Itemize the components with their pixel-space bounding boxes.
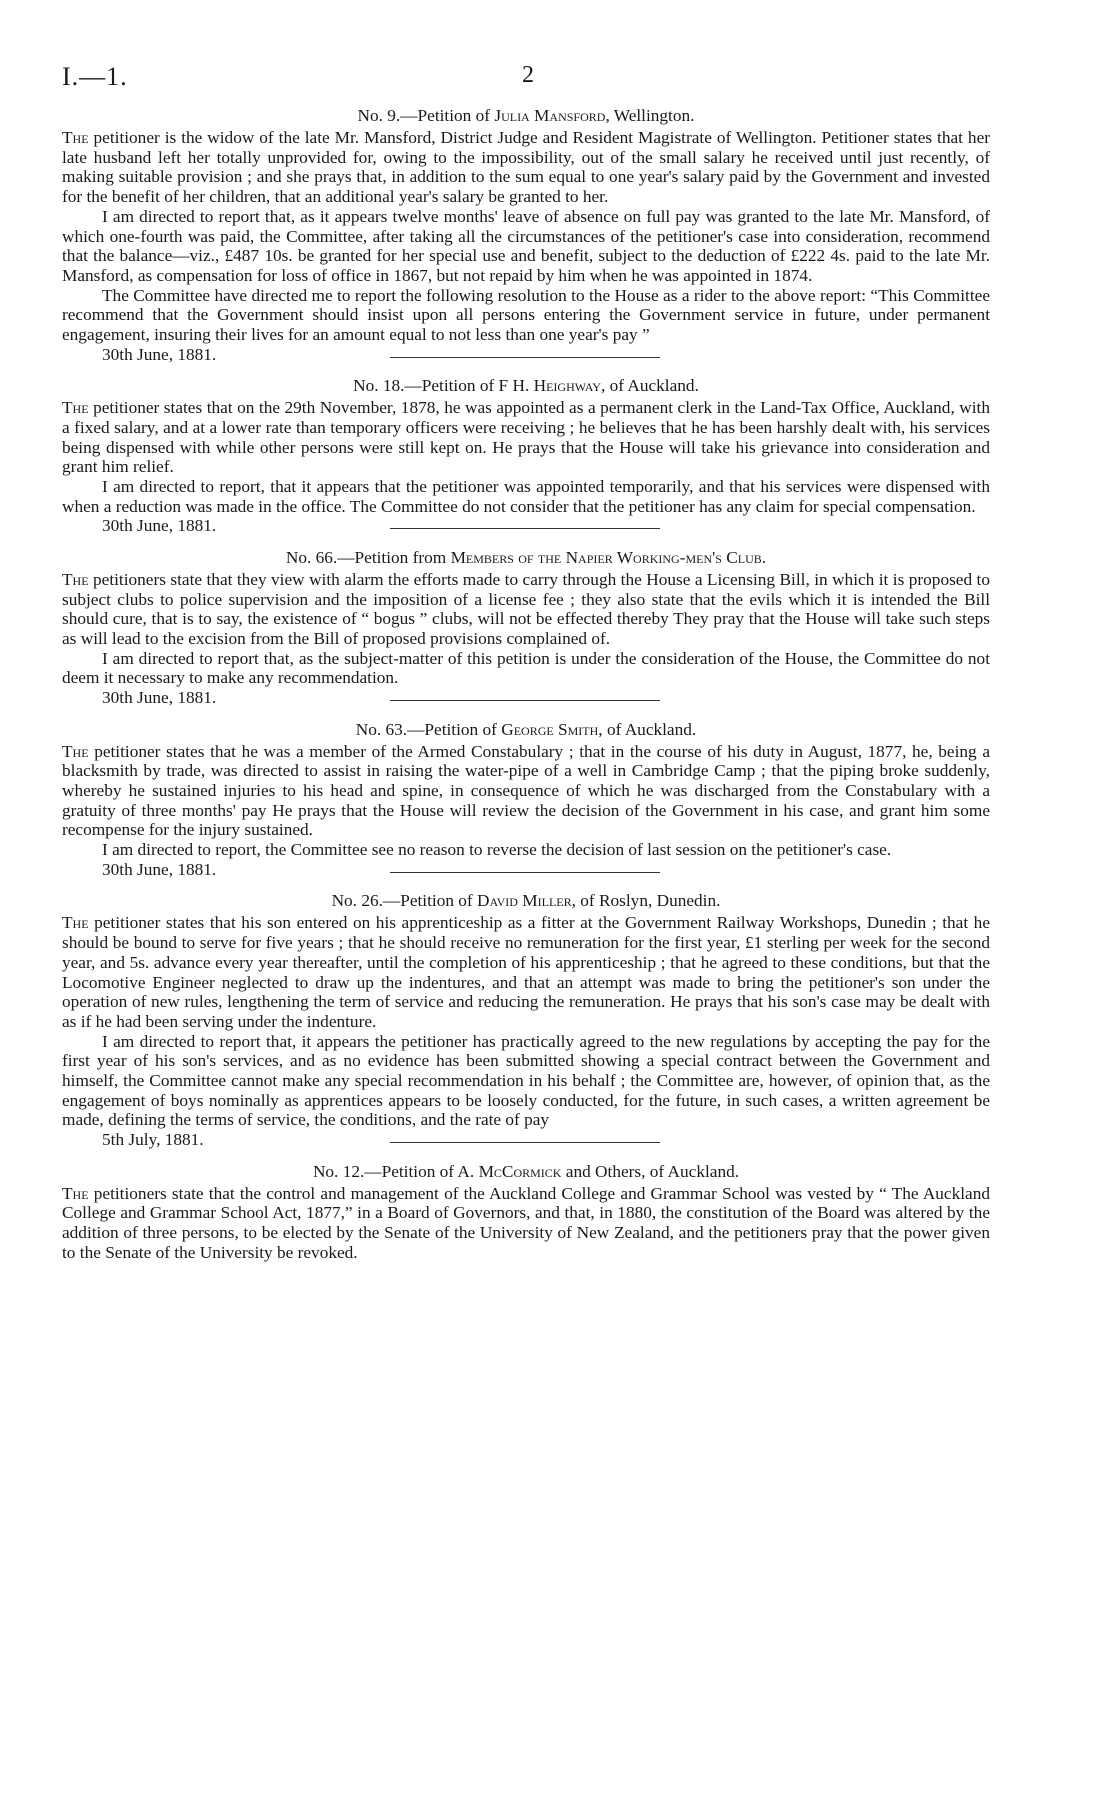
committee-report: I am directed to report that, it appears the petitioner has practically agreed to the new regulations by accepting the pay for the first year of his son's services, and as no evidence has been submitted showing a special contract between the Government and himself, the Committee cannot make any special recommendation in his behalf ; the Committee are, however, of opinion that, as the engagement of boys nominally as apprentices appears to be loosely conducted, for the future, in such cases, a written agreement be made, defining the terms of service, the conditions, and the rate of pay: [62, 1031, 990, 1130]
report-date: 30th June, 1881.: [62, 345, 990, 365]
petition-section: [62, 1162, 990, 1263]
petitioner-name: McCormick: [478, 1161, 562, 1181]
section-divider: [390, 357, 660, 358]
page-number: 2: [522, 62, 534, 88]
section-divider: [390, 528, 660, 529]
petition-statement: The petitioner states that on the 29th November, 1878, he was appointed as a permanent clerk in the Land-Tax Office, Auckland, with a fixed salary, and at a lower rate than temporary officers were receiving ; he believes that he has been harshly dealt with, his services being dispensed with while other persons were still kept on. He prays that the House will take his grievance into consideration and grant him relief.: [62, 398, 990, 477]
document-body: [62, 106, 990, 1262]
committee-report: I am directed to report, the Committee see no reason to reverse the decision of last session on the petitioner's case.: [102, 840, 892, 860]
petition-title: No. 66.—Petition from Members of the Napier Working-men's Club.: [285, 547, 767, 567]
petition-statement: The petitioners state that they view with alarm the efforts made to carry through the House a Licensing Bill, in which it is proposed to subject clubs to police supervision and the imposition of a license fee ; they also state that the evils which it is intended the Bill should cure, that is to say, the existence of “ bogus ” clubs, will not be effected thereby They pray that the House will take such steps as will lead to the excision from the Bill of proposed provisions complained of.: [62, 569, 990, 649]
petitioner-name: F H. Heighway: [498, 376, 601, 396]
document-reference: I.—1.: [62, 62, 128, 91]
petition-title: No. 26.—Petition of David Miller, of Roslyn, Dunedin.: [331, 891, 721, 911]
petition-title: No. 12.—Petition of A. McCormick and Others, of Auckland.: [312, 1161, 740, 1181]
petition-title: No. 9.—Petition of Julia Mansford, Wellington.: [357, 106, 695, 125]
petition-statement: The petitioner is the widow of the late Mr. Mansford, District Judge and Resident Magistrate of Wellington. Petitioner states that her late husband left her totally unprovided for, owing to the impossibility, out of the small salary he received until just recently, of making suitable provision ; and she prays that, in addition to the sum equal to one year's salary paid by the Government and invested for the benefit of her children, that an additional year's salary be granted to her.: [62, 128, 990, 207]
report-date: 30th June, 1881.: [62, 688, 990, 708]
section-divider: [390, 700, 660, 701]
petition-section: [62, 548, 990, 708]
petitioner-name: David Miller: [477, 891, 572, 911]
petition-title: No. 18.—Petition of F H. Heighway, of Auckland.: [353, 376, 699, 396]
report-date: 30th June, 1881.: [62, 860, 990, 880]
petitioner-name: Julia Mansford: [494, 106, 606, 125]
petition-section: [62, 891, 990, 1149]
petition-statement: The petitioners state that the control and management of the Auckland College and Grammar School was vested by “ The Auckland College and Grammar School Act, 1877,” in a Board of Governors, and that, in 1880, the constitution of the Board was altered by the addition of three persons, to be elected by the Senate of the University of New Zealand, and the petitioners pray that the power given to the Senate of the University be revoked.: [62, 1183, 990, 1262]
committee-report: I am directed to report that, as the subject-matter of this petition is under the consideration of the House, the Committee do not deem it necessary to make any recommendation.: [62, 648, 990, 688]
committee-rider: The Committee have directed me to report the following resolution to the House as a rider to the above report: “This Committee recommend that the Government should insist upon all persons entering the Government service in future, under permanent engagement, insuring their lives for an amount equal to not less than one year's pay ”: [62, 285, 990, 345]
report-date: 5th July, 1881.: [62, 1130, 990, 1150]
report-date: 30th June, 1881.: [62, 516, 990, 536]
committee-report: I am directed to report that, as it appears twelve months' leave of absence on full pay was granted to the late Mr. Mansford, of which one-fourth was paid, the Committee, after taking all the circumstances of the petitioner's case into consideration, recommend that the balance—viz., £487 10s. be granted for her special use and benefit, subject to the deduction of £222 4s. paid to the late Mr. Mansford, as compensation for loss of office in 1867, but not repaid by him when he was appointed in 1874.: [62, 206, 990, 285]
petition-section: [62, 376, 990, 536]
petition-section: [62, 106, 990, 364]
petition-statement: The petitioner states that he was a member of the Armed Constabulary ; that in the course of his duty in August, 1877, he, being a blacksmith by trade, was directed to assist in raising the water-pipe of a well in Cambridge Camp ; that the piping broke suddenly, whereby he sustained injuries to his head and spine, in consequence of which he was discharged from the Constabulary with a gratuity of three months' pay He prays that the House will review the decision of the Government in his case, and grant him some recompense for the injury sustained.: [62, 741, 990, 840]
petitioner-name: Members of the Napier Working-men's Club.: [450, 547, 767, 567]
committee-report: I am directed to report, that it appears that the petitioner was appointed temporarily, and that his services were dispensed with when a reduction was made in the office. The Committee do not consider that the petitioner has any claim for special compensation.: [62, 477, 990, 516]
petition-title: No. 63.—Petition of George Smith, of Auckland.: [355, 719, 697, 739]
petitioner-name: George Smith: [501, 719, 599, 739]
section-divider: [390, 872, 660, 873]
section-divider: [390, 1142, 660, 1143]
petition-statement: The petitioner states that his son entered on his apprenticeship as a fitter at the Government Railway Workshops, Dunedin ; that he should be bound to serve for five years ; that he should receive no remuneration for the first year, £1 sterling per week for the second year, and 5s. advance every year thereafter, until the completion of his apprenticeship ; that he agreed to these conditions, but that the Locomotive Engineer neglected to draw up the indentures, and that an attempt was made to bring the petitioner's son under the operation of new rules, lengthening the term of service and reducing the remuneration. He prays that his son's case may be dealt with as if he had been serving under the indenture.: [62, 913, 990, 1031]
petition-section: [62, 720, 990, 880]
